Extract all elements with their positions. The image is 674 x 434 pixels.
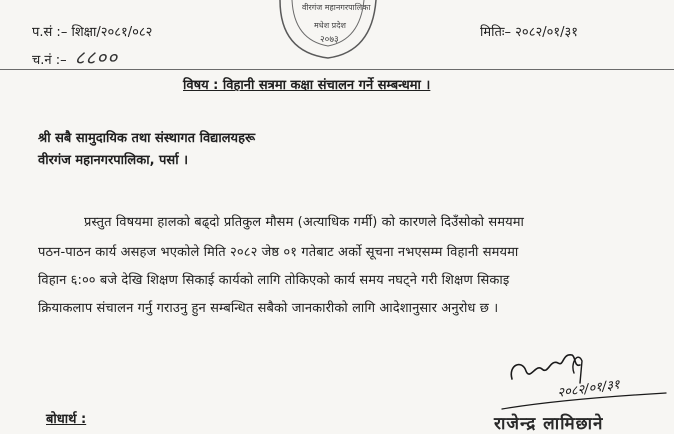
seal-line-3: २०७३ — [320, 35, 339, 45]
seal-line-1: वीरगंज महानगरपालिका — [302, 3, 371, 12]
dispatch-value: ८८०० — [74, 47, 119, 69]
subject-line: विषय : विहानी सत्रमा कक्षा संचालन गर्ने सम्बन्धमा । — [183, 78, 431, 93]
dispatch-label: च.नं :– — [32, 53, 67, 68]
letter-date: मितिः– २०८२/०१/३१ — [480, 25, 579, 40]
dispatch-number — [32, 44, 118, 70]
signatory-name: राजेन्द्र लामिछाने — [494, 414, 604, 434]
cc-label: बोधार्थ : — [46, 412, 87, 427]
body-line-2: पठन-पाठन कार्य असहज भएकोले मिति २०८२ जेष्ठ ०१ गतेबाट अर्को सूचना नभएसम्म विहानी समयमा — [38, 245, 519, 260]
body-line-3: विहान ६:०० बजे देखि शिक्षण सिकाई कार्यको लागि तोकिएको कार्य समय नघट्ने गरी शिक्षण सिकाइ — [38, 273, 510, 288]
addressee-line-2: वीरगंज महानगरपालिका, पर्सा । — [38, 153, 189, 168]
office-seal — [272, 0, 382, 62]
body-line-1: प्रस्तुत विषयमा हालको बढ्दो प्रतिकुल मौसम (अत्याधिक गर्मी) को कारणले दिउँसोको समयमा — [84, 215, 524, 230]
addressee-line-1: श्री सबै सामुदायिक तथा संस्थागत विद्यालयहरू — [38, 131, 256, 146]
letter-number: प.सं :– शिक्षा/२०८१/०८२ — [32, 25, 153, 40]
body-line-4: क्रियाकलाप संचालन गर्नु गराउनु हुन सम्बन्धित सबैको जानकारीको लागि आदेशानुसार अनुरोध छ । — [38, 301, 499, 316]
seal-line-2: मधेश प्रदेश — [314, 21, 346, 30]
addressee-block — [38, 128, 255, 172]
header-divider — [0, 69, 674, 70]
signature-date: २०८२/०१/३१ — [556, 377, 621, 401]
